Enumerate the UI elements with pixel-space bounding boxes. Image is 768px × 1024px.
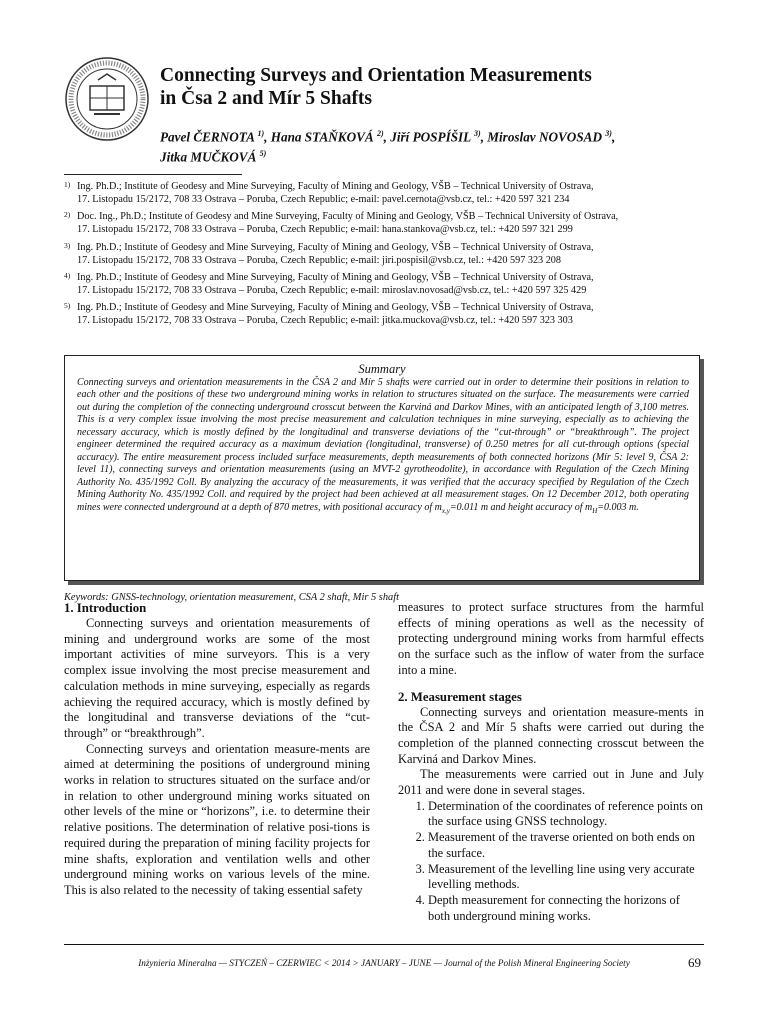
affiliation-line: Ing. Ph.D.; Institute of Geodesy and Mine Surveying, Faculty of Mining and Geology, VŠB – Technical University of Ostrava, (77, 181, 594, 192)
subscript-h: H (592, 506, 598, 515)
affiliation-number: 3) (64, 240, 71, 250)
summary-body-mid: =0.011 m and height accuracy of m (449, 501, 593, 513)
author-separator: , (264, 129, 271, 145)
page-number: 69 (688, 955, 701, 970)
summary-text (65, 376, 699, 517)
affiliation-line: Doc. Ing., Ph.D.; Institute of Geodesy and Mine Surveying, Faculty of Mining and Geology, VŠB – Technical University of Ostrava, (77, 211, 619, 223)
paragraph: Connecting surveys and orientation measure-ments in the ČSA 2 and Mír 5 shafts were carried out during the completion of the planned connecting crosscut between the Karviná and Darkov Mines. (398, 704, 704, 766)
title-line-2: in Čsa 2 and Mír 5 Shafts (160, 88, 373, 109)
author-name: Miroslav NOVOSAD (487, 129, 602, 145)
author-affiliation-mark: 5) (259, 149, 267, 159)
affiliation-line: Ing. Ph.D.; Institute of Geodesy and Mine Surveying, Faculty of Mining and Geology, VŠB – Technical University of Ostrava, (77, 241, 594, 253)
affiliation-line: Ing. Ph.D.; Institute of Geodesy and Mine Surveying, Faculty of Mining and Geology, VŠB – Technical University of Ostrava, (77, 302, 594, 314)
section-heading-measurement-stages: 2. Measurement stages (398, 689, 522, 704)
affiliation-line: 17. Listopadu 15/2172, 708 33 Ostrava – Poruba, Czech Republic; e-mail: miroslav.novosad@vsb.cz, tel.: +420 597 325 429 (77, 284, 587, 296)
summary-body: Connecting surveys and orientation measurements in the ČSA 2 and Mír 5 shafts were carried out in order to determine their positions in relation to each other and the positions of these two underground mining works in relation to structures situated on the surface. The measurements were carried out during the completion of the connecting underground crosscut between the Karviná and Darkov Mines, with an anticipated length of 3,100 metres. This is a very complex issue involving the most precise measurement and calculation techniques in mine surveying, especially as to achieving the necessary accuracy, which is mostly defined by the longitudinal and transverse deviations of the “cut-through” or “breakthrough”. The project engineer determined the required accuracy as a maximum deviation (longitudinal, transverse) of 0.250 metres for all cut-through options (special accuracy). The entire measurement process included surface measurements, depth measurements of both connected horizons (Mír 5: level 9, ČSA 2: level 11), connecting surveys and orientation measurements (using an MVT-2 gyrotheodolite), in accordance with Regulation of the Czech Mining Authority No. 435/1992 Coll. By analyzing the accuracy of the measurements, it was verified that the accuracy specified by Regulation of the Czech Mining Authority No. 435/1992 Coll. and required by the project had been achieved at all measurement stages. On 12 December 2012, both operating mines were connected underground at a depth of 870 metres, with positional accuracy of m (77, 377, 689, 513)
summary-body-end: =0.003 m. (597, 501, 639, 513)
affiliation-item (64, 271, 714, 297)
affiliation-number: 1) (64, 180, 71, 189)
right-column (398, 600, 704, 924)
paper-title (160, 64, 720, 110)
summary-title: Summary (358, 362, 406, 376)
author-list (160, 125, 720, 166)
paragraph: Connecting surveys and orientation measurements of mining and underground works are some of the most important activities of mine surveyors. This is a very complex issue involving the most precise measurement and calculation methods in mine surveying, especially as regards achieving the required accuracy, which is mostly defined by the longitudinal and transverse deviations of the “cut-through” or “breakthrough”. (64, 616, 370, 740)
author-affiliation-mark: 1) (257, 129, 265, 138)
author-affiliation-mark: 3) (605, 129, 612, 138)
author-name: Jiří POSPÍŠIL (390, 129, 471, 145)
paragraph: Connecting surveys and orientation measure-ments are aimed at determining the positions of underground mining works in relation to structures situated on the surface and/or in relation to other underground mining works situated on other levels of the mine or “horizons”, i.e. to determine their relative positions. The determination of relative posi-tions is required during the preparation of mining facility projects for mine shafts, exploration and ventilation wells and other underground mining works on various levels of the mine. This is also related to the necessity of taking essential safety (64, 741, 370, 897)
affiliation-item (64, 241, 714, 267)
affiliation-line: 17. Listopadu 15/2172, 708 33 Ostrava – Poruba, Czech Republic; e-mail: jiri.pospisil@vsb.cz, tel.: +420 597 323 208 (77, 254, 561, 266)
affiliation-line: 17. Listopadu 15/2172, 708 33 Ostrava – Poruba, Czech Republic; e-mail: pavel.cernota@vsb.cz, tel.: +420 597 321 234 (77, 194, 570, 205)
footer-divider (64, 944, 704, 945)
author-separator: , (383, 129, 391, 145)
author-affiliation-mark: 3) (474, 129, 481, 138)
stages-list (398, 799, 704, 925)
paragraph: The measurements were carried out in June and July 2011 and were done in several stages. (398, 767, 704, 798)
affiliation-item (64, 180, 714, 206)
affiliation-number: 5) (64, 301, 71, 311)
paragraph-continued: measures to protect surface structures from the harmful effects of mining operations as well as the necessity of protecting underground mining works from harmful effects on the surface such as the inflow of water from the surface into a mine. (398, 600, 704, 677)
keywords: Keywords: GNSS-technology, orientation measurement, CSA 2 shaft, Mir 5 shaft (64, 592, 399, 603)
title-line-1: Connecting Surveys and Orientation Measurements (160, 65, 592, 86)
list-item: 3. Measurement of the levelling line using very accurate levelling methods. (428, 862, 704, 893)
journal-footer: Inżynieria Mineralna — STYCZEŃ – CZERWIEC < 2014 > JANUARY – JUNE — Journal of the Polish Mineral Engineering Society (138, 958, 630, 968)
affiliation-number: 4) (64, 270, 71, 280)
author-affiliation-mark: 2) (376, 129, 384, 138)
left-column (64, 600, 370, 899)
author-name: Jitka MUČKOVÁ (160, 149, 257, 165)
affiliation-line: Ing. Ph.D.; Institute of Geodesy and Mine Surveying, Faculty of Mining and Geology, VŠB – Technical University of Ostrava, (77, 271, 594, 283)
affiliation-line: 17. Listopadu 15/2172, 708 33 Ostrava – Poruba, Czech Republic; e-mail: hana.stankova@vsb.cz, tel.: +420 597 321 299 (77, 224, 573, 236)
author-separator: , (480, 129, 488, 145)
affiliation-number: 2) (64, 210, 71, 220)
list-item: 2. Measurement of the traverse oriented on both ends on the surface. (428, 830, 704, 861)
list-item: 1. Determination of the coordinates of reference points on the surface using GNSS technology. (428, 799, 704, 830)
author-name: Pavel ČERNOTA (160, 129, 255, 145)
subscript-xy: x,y (441, 506, 450, 515)
affiliations (64, 180, 714, 331)
society-logo (64, 56, 150, 142)
author-separator: , (611, 129, 616, 145)
affiliation-item (64, 210, 714, 236)
summary-box (64, 355, 700, 581)
author-name: Hana STAŇKOVÁ (270, 129, 374, 145)
affiliation-line: 17. Listopadu 15/2172, 708 33 Ostrava – Poruba, Czech Republic; e-mail: jitka.muckova@vsb.cz, tel.: +420 597 323 303 (77, 315, 573, 327)
affiliation-item (64, 301, 714, 327)
footnote-divider (64, 174, 242, 175)
list-item: 4. Depth measurement for connecting the horizons of both underground mining works. (428, 893, 704, 924)
section-heading-introduction: 1. Introduction (64, 601, 147, 615)
